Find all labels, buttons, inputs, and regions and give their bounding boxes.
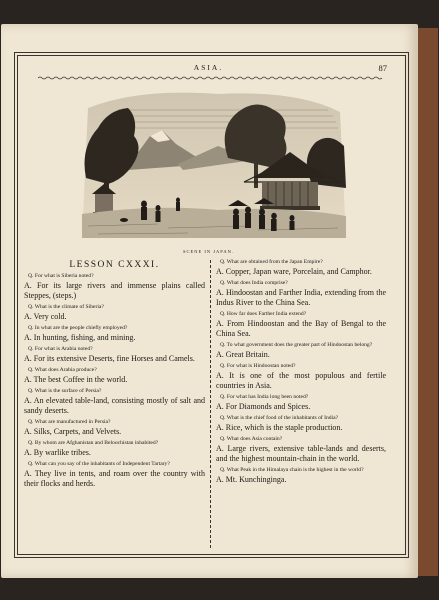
question: Q. For what is Siberia noted? [28, 273, 94, 279]
question: Q. What are obtained from the Japan Empire? [220, 259, 323, 265]
qa-item [216, 342, 386, 360]
column-divider [210, 260, 211, 548]
question: Q. What are manufactured in Persia? [28, 419, 111, 425]
answer: A. Great Britain. [216, 350, 270, 359]
question: Q. What Peak in the Himalaya chain is the highest in the world? [220, 467, 364, 473]
answer: A. The best Coffee in the world. [24, 375, 128, 384]
answer: A. Copper, Japan ware, Porcelain, and Camphor. [216, 267, 372, 276]
qa-item [24, 273, 205, 301]
qa-item [216, 311, 386, 339]
question: Q. What does Arabia produce? [28, 367, 97, 373]
question: Q. For what has India long been noted? [220, 394, 309, 400]
answer: A. From Hindoostan and the Bay of Bengal to the China Sea. [216, 319, 386, 338]
question: Q. By whom are Afghanistan and Beloochistan inhabited? [28, 440, 159, 446]
answer: A. An elevated table-land, consisting mostly of salt and sandy deserts. [24, 396, 205, 415]
qa-item [24, 367, 205, 385]
answer: A. Very cold. [24, 312, 67, 321]
illustration-caption: SCENE IN JAPAN. [183, 249, 234, 254]
answer: A. By warlike tribes. [24, 448, 91, 457]
qa-item [24, 304, 205, 322]
answer: A. In hunting, fishing, and mining. [24, 333, 136, 342]
left-column [24, 256, 205, 490]
qa-item [216, 436, 386, 464]
answer: A. They live in tents, and roam over the country with their flocks and herds. [24, 469, 205, 488]
answer: A. For its extensive Deserts, fine Horses and Camels. [24, 354, 195, 363]
lesson-title: LESSON CXXXI. [69, 260, 160, 270]
qa-item [24, 388, 205, 416]
running-head: ASIA. [193, 63, 224, 72]
question: Q. What is the climate of Siberia? [28, 304, 104, 310]
page-number: 87 [378, 63, 387, 73]
qa-item [24, 346, 205, 364]
qa-item [216, 394, 386, 412]
qa-item [216, 363, 386, 391]
scene-in-japan-engraving [78, 88, 350, 242]
qa-item [24, 440, 205, 458]
answer: A. Mt. Kunchinginga. [216, 475, 287, 484]
question: Q. What is the chief food of the inhabitants of India? [220, 415, 339, 421]
qa-item [216, 467, 386, 485]
answer: A. For Diamonds and Spices. [216, 402, 311, 411]
qa-item [216, 415, 386, 433]
ornamental-rule [38, 76, 383, 80]
question: Q. For what is Hindoostan noted? [220, 363, 296, 369]
answer: A. Silks, Carpets, and Velvets. [24, 427, 122, 436]
question: Q. In what are the people chiefly employed? [28, 325, 128, 331]
question: Q. For what is Arabia noted? [28, 346, 93, 352]
qa-item [24, 419, 205, 437]
question: Q. What does Asia contain? [220, 436, 283, 442]
right-column [216, 256, 386, 486]
question: Q. To what government does the greater part of Hindoostan belong? [220, 342, 373, 348]
qa-item [216, 259, 386, 277]
answer: A. Large rivers, extensive table-lands and deserts, and the highest mountain-chain in the world. [216, 444, 386, 463]
answer: A. For its large rivers and immense plains called Steppes, (steps.) [24, 281, 205, 300]
answer: A. Rice, which is the staple production. [216, 423, 343, 432]
question: Q. What does India comprise? [220, 280, 288, 286]
qa-item [216, 280, 386, 308]
qa-item [24, 325, 205, 343]
page-header [0, 63, 417, 77]
answer: A. Hindoostan and Farther India, extending from the Indus River to the China Sea. [216, 288, 386, 307]
question: Q. How far does Farther India extend? [220, 311, 307, 317]
question: Q. What is the surface of Persia? [28, 388, 102, 394]
qa-item [24, 461, 205, 489]
question: Q. What can you say of the inhabitants of Independent Tartary? [28, 461, 170, 467]
book-edge [418, 28, 438, 576]
answer: A. It is one of the most populous and fertile countries in Asia. [216, 371, 386, 390]
